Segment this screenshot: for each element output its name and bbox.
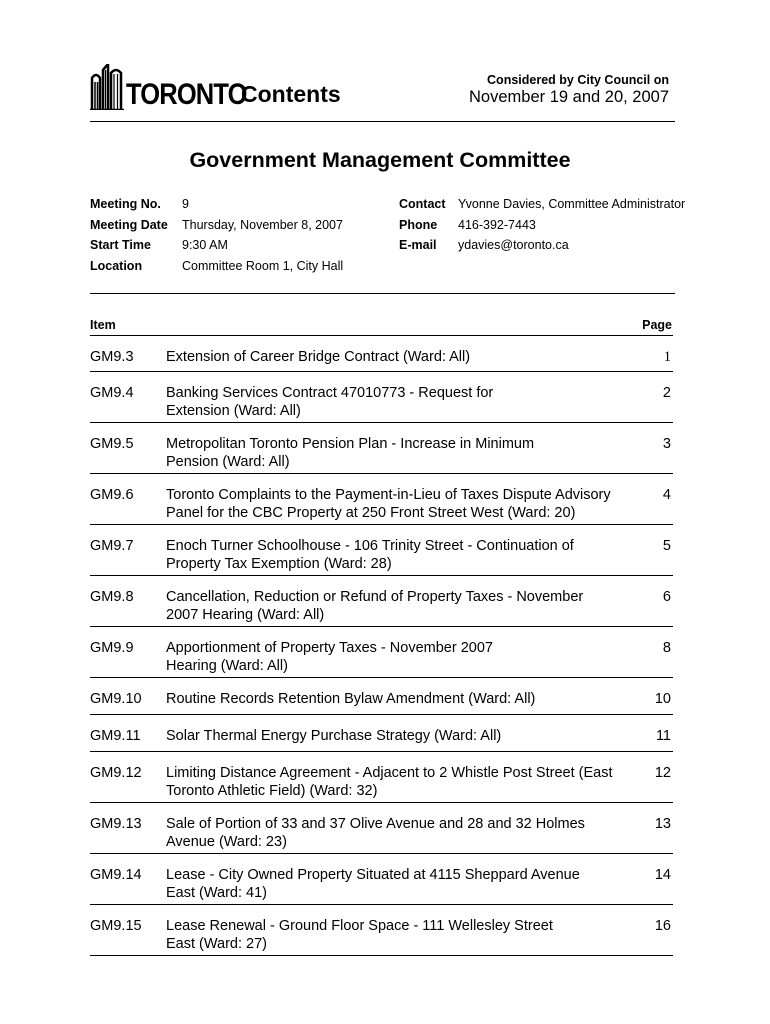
page-column-header: Page <box>642 318 672 332</box>
contact-label: Contact <box>399 197 446 211</box>
location-value: Committee Room 1, City Hall <box>182 258 344 273</box>
item-page: 10 <box>654 691 671 707</box>
item-code: GM9.14 <box>90 867 142 883</box>
start-time-row <box>90 238 343 259</box>
item-code: GM9.8 <box>90 589 134 605</box>
meeting-number-value: 9 <box>182 197 189 211</box>
item-code: GM9.3 <box>90 349 134 365</box>
agenda-item[interactable] <box>90 576 673 627</box>
section-label: Contents <box>241 81 341 107</box>
agenda-item[interactable] <box>90 627 673 678</box>
item-title: Banking Services Contract 47010773 - Request for Extension (Ward: All) <box>166 385 494 419</box>
agenda-item[interactable] <box>90 803 673 854</box>
meeting-date-label: Meeting Date <box>90 217 168 232</box>
agenda-item[interactable] <box>90 423 673 474</box>
item-code: GM9.5 <box>90 436 134 452</box>
contact-details <box>399 197 685 259</box>
council-dates: November 19 and 20, 2007 <box>469 88 669 106</box>
item-title: Extension of Career Bridge Contract (Ward: All) <box>166 349 471 365</box>
email-row <box>399 238 685 259</box>
item-title: Limiting Distance Agreement - Adjacent to 2 Whistle Post Street (East Toronto Athletic Field) (Ward: 32) <box>166 765 613 799</box>
logo-wordmark: TORONTO <box>126 78 247 111</box>
item-title: Enoch Turner Schoolhouse - 106 Trinity Street - Continuation of Property Tax Exemption (Ward: 28) <box>166 538 574 572</box>
item-page: 3 <box>662 436 671 452</box>
agenda-item[interactable] <box>90 372 673 423</box>
agenda-item[interactable] <box>90 678 673 715</box>
item-page: 8 <box>662 640 671 656</box>
agenda-item[interactable] <box>90 525 673 576</box>
item-title: Solar Thermal Energy Purchase Strategy (Ward: All) <box>166 728 502 744</box>
header-divider <box>90 121 675 122</box>
item-column-header: Item <box>90 318 116 332</box>
item-code: GM9.9 <box>90 640 134 656</box>
item-title: Cancellation, Reduction or Refund of Property Taxes - November 2007 Hearing (Ward: All) <box>166 589 584 623</box>
page-title: Government Management Committee <box>189 148 571 172</box>
item-title: Metropolitan Toronto Pension Plan - Increase in Minimum Pension (Ward: All) <box>166 436 535 470</box>
agenda-item[interactable] <box>90 752 673 803</box>
item-page: 1 <box>663 349 671 365</box>
email-label: E-mail <box>399 238 437 252</box>
agenda-item[interactable] <box>90 854 673 905</box>
meeting-details <box>90 197 343 279</box>
contact-value: Yvonne Davies, Committee Administrator <box>458 197 686 211</box>
item-title: Routine Records Retention Bylaw Amendment (Ward: All) <box>166 691 536 707</box>
agenda-item[interactable] <box>90 474 673 525</box>
location-row <box>90 259 343 280</box>
email-value: ydavies@toronto.ca <box>458 238 569 252</box>
agenda-item[interactable] <box>90 335 673 372</box>
agenda-item[interactable] <box>90 905 673 956</box>
considered-label: Considered by City Council on <box>487 73 669 87</box>
item-code: GM9.15 <box>90 918 142 934</box>
item-page: 12 <box>654 765 671 781</box>
location-label: Location <box>90 258 143 273</box>
item-title: Lease Renewal - Ground Floor Space - 111 Wellesley Street East (Ward: 27) <box>166 918 553 952</box>
item-page: 4 <box>662 487 671 503</box>
item-page: 6 <box>662 589 671 605</box>
start-time-label: Start Time <box>90 238 151 252</box>
item-title: Apportionment of Property Taxes - November 2007 Hearing (Ward: All) <box>166 640 493 674</box>
item-page: 16 <box>654 918 671 934</box>
item-code: GM9.4 <box>90 385 134 401</box>
item-page: 13 <box>654 816 671 832</box>
item-page: 14 <box>654 867 671 883</box>
item-title: Lease - City Owned Property Situated at 4115 Sheppard Avenue East (Ward: 41) <box>166 867 580 901</box>
phone-value: 416-392-7443 <box>458 217 536 232</box>
details-divider <box>90 293 675 294</box>
item-code: GM9.10 <box>90 691 142 707</box>
meeting-date-value: Thursday, November 8, 2007 <box>182 217 343 232</box>
city-hall-icon <box>90 64 124 110</box>
item-page: 5 <box>662 538 671 554</box>
item-code: GM9.12 <box>90 765 142 781</box>
meeting-number-row <box>90 197 343 218</box>
start-time-value: 9:30 AM <box>182 238 228 252</box>
item-title: Sale of Portion of 33 and 37 Olive Avenue and 28 and 32 Holmes Avenue (Ward: 23) <box>166 816 585 850</box>
item-code: GM9.11 <box>90 728 141 744</box>
agenda-item[interactable] <box>90 715 673 752</box>
item-code: GM9.6 <box>90 487 134 503</box>
meeting-date-row <box>90 218 343 239</box>
phone-row <box>399 218 685 239</box>
item-code: GM9.13 <box>90 816 142 832</box>
phone-label: Phone <box>399 217 438 232</box>
item-page: 2 <box>662 385 671 401</box>
agenda-items-list <box>90 335 673 956</box>
contact-row <box>399 197 685 218</box>
meeting-number-label: Meeting No. <box>90 197 161 211</box>
item-page: 11 <box>655 728 671 744</box>
page-header <box>90 60 675 120</box>
item-code: GM9.7 <box>90 538 134 554</box>
item-title: Toronto Complaints to the Payment-in-Lieu of Taxes Dispute Advisory Panel for the CBC Property at 250 Front Street West (Ward: 20) <box>166 487 611 521</box>
